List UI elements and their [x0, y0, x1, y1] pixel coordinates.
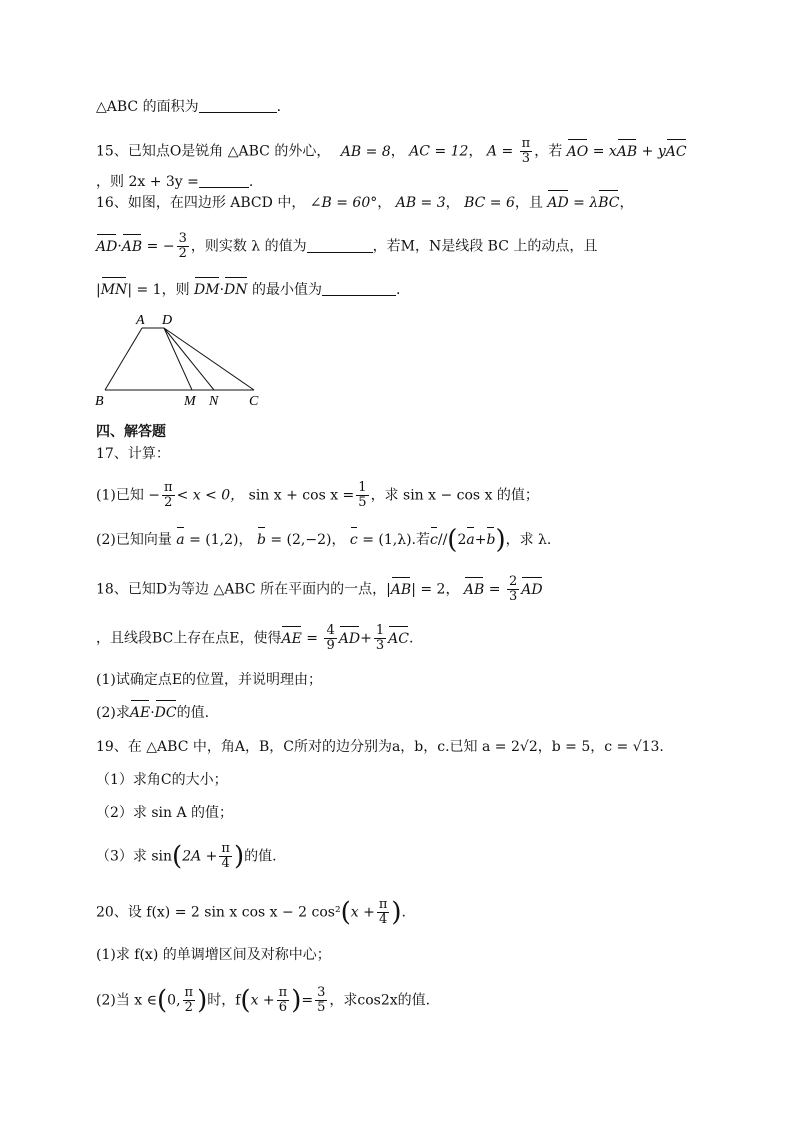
fraction: $\frac{\pi}{3}$	[521, 136, 531, 166]
question-15-cont: ，则 2x + 3y = .	[96, 174, 254, 190]
fraction: $\frac{1}{3}$	[375, 623, 385, 653]
section-heading: 四、解答题	[96, 424, 166, 440]
fraction: $\frac{\pi}{6}$	[278, 985, 288, 1015]
answer-blank[interactable]	[322, 281, 396, 296]
fraction: $\frac{\pi}{4}$	[221, 841, 230, 871]
question-19: 19、在 △ABC 中，角A，B，C所对的边分别为a，b，c.已知 a = 2√2，b = 5，c = √13.	[96, 739, 664, 755]
label-d: D	[162, 313, 173, 328]
answer-blank[interactable]	[307, 238, 373, 253]
question-16: 16、如图，在四边形 ABCD 中， ∠B = 60°， AB = 3， BC = 6，且 AD = λBC，	[96, 195, 634, 211]
question-18-part1: (1)试确定点E的位置，并说明理由；	[96, 672, 323, 688]
question-15: 15、已知点O是锐角 △ABC 的外心， AB = 8， AC = 12， A = $\frac{\pi}{3}$ ，若 AO = xAB + yAC	[96, 136, 687, 166]
question-16-cont: AD·AB = − $\frac{3}{2}$ ，则实数 λ 的值为 ，若M，N是线段 BC 上的动点，且	[96, 231, 598, 261]
label-a: A	[136, 313, 145, 328]
label-c: C	[249, 394, 259, 409]
question-18-part2: (2)求AE·DC的值.	[96, 705, 210, 721]
segment-ab	[105, 328, 142, 390]
question-20-part2: (2)当 x ∈(0, $\frac{\pi}{2}$ )时，f(x + $\frac{\pi}{6}$ )= $\frac{3}{5}$ ，求cos2x的值.	[96, 985, 431, 1016]
fraction: $\frac{4}{9}$	[326, 623, 335, 653]
q14-tail: △ABC 的面积为 .	[96, 99, 282, 115]
question-19-part3: （3）求 sin(2A + $\frac{\pi}{4}$ )的值.	[96, 841, 277, 872]
fraction: $\frac{1}{5}$	[358, 480, 367, 510]
answer-blank[interactable]	[199, 173, 249, 188]
question-20-part1: (1)求 f(x) 的单调增区间及对称中心；	[96, 947, 331, 963]
quadrilateral-figure	[92, 310, 272, 410]
fraction: $\frac{\pi}{2}$	[164, 480, 173, 510]
fraction: $\frac{3}{2}$	[178, 231, 187, 261]
answer-blank[interactable]	[199, 98, 277, 113]
label-b: B	[95, 394, 104, 409]
question-18: 18、已知D为等边 △ABC 所在平面内的一点，|AB| = 2， AB = $\frac{2}{3}$ AD	[96, 574, 543, 604]
question-17-title: 17、计算：	[96, 446, 170, 462]
question-19-part2: （2）求 sin A 的值；	[96, 805, 234, 821]
question-20: 20、设 f(x) = 2 sin x cos x − 2 cos²(x + $\frac{\pi}{4}$ ).	[96, 897, 406, 928]
label-n: N	[209, 394, 219, 409]
question-17-part1: (1)已知 − $\frac{\pi}{2}$ < x < 0， sin x + cos x = $\frac{1}{5}$ ，求 sin x − cos x 的值；	[96, 480, 539, 510]
fraction: $\frac{\pi}{2}$	[184, 985, 194, 1015]
fraction: $\frac{\pi}{4}$	[378, 897, 388, 927]
question-19-part1: （1）求角C的大小；	[96, 772, 228, 788]
label-m: M	[184, 394, 196, 409]
segment-dn	[164, 328, 214, 390]
fraction: $\frac{3}{5}$	[317, 985, 326, 1015]
question-16-cont2: |MN| = 1，则 DM·DN 的最小值为 .	[96, 282, 401, 298]
question-18-cont: ，且线段BC上存在点E，使得AE = $\frac{4}{9}$ AD+ $\frac{1}{3}$ AC.	[96, 623, 414, 653]
fraction: $\frac{2}{3}$	[508, 574, 518, 604]
question-17-part2: (2)已知向量 a = (1,2)， b = (2,−2)， c = (1,λ).若c//(2a+b)，求 λ.	[96, 525, 552, 555]
